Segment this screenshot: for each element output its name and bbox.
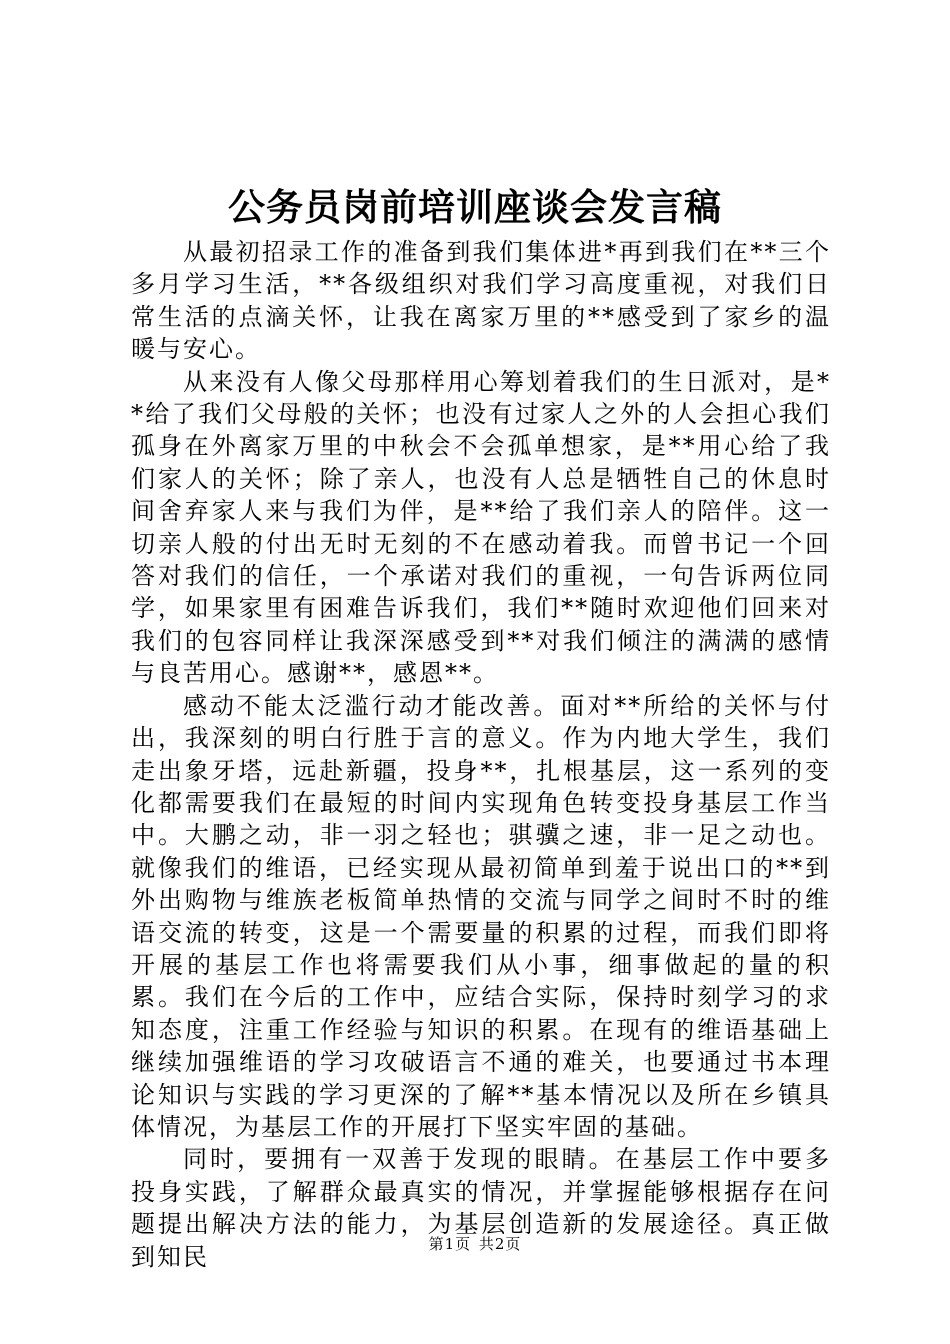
page-number: 第1页 [428,1235,472,1253]
document-body [131,236,831,1273]
paragraph: 同时，要拥有一双善于发现的眼睛。在基层工作中要多投身实践，了解群众最真实的情况，并掌握能够根据存在问题提出解决方法的能力，为基层创造新的发展途径。真正做到知民 [131,1145,831,1271]
paragraph: 从最初招录工作的准备到我们集体进*再到我们在**三个多月学习生活，**各级组织对我们学习高度重视，对我们日常生活的点滴关怀，让我在离家万里的**感受到了家乡的温暖与安心。 [131,238,831,364]
document-title: 公务员岗前培训座谈会发言稿 [228,186,722,229]
page-total: 共2页 [478,1235,522,1253]
paragraph: 感动不能太泛滥行动才能改善。面对**所给的关怀与付出，我深刻的明白行胜于言的意义。作为内地大学生，我们走出象牙塔，远赴新疆，投身**，扎根基层，这一系列的变化都需要我们在最短的时间内实现角色转变投身基层工作当中。大鹏之动，非一羽之轻也；骐骥之速，非一足之动也。就像我们的维语，已经实现从最初简单到羞于说出口的**到外出购物与维族老板简单热情的交流与同学之间时不时的维语交流的转变，这是一个需要量的积累的过程，而我们即将开展的基层工作也将需要我们从小事，细事做起的量的积累。我们在今后的工作中，应结合实际，保持时刻学习的求知态度，注重工作经验与知识的积累。在现有的维语基础上继续加强维语的学习攻破语言不通的难关，也要通过书本理论知识与实践的学习更深的了解**基本情况以及所在乡镇具体情况，为基层工作的开展打下坚实牢固的基础。 [131,691,831,1141]
paragraph: 从来没有人像父母那样用心筹划着我们的生日派对，是**给了我们父母般的关怀；也没有过家人之外的人会担心我们孤身在外离家万里的中秋会不会孤单想家，是**用心给了我们家人的关怀；除了亲人，也没有人总是牺牲自己的休息时间舍弃家人来与我们为伴，是**给了我们亲人的陪伴。这一切亲人般的付出无时无刻的不在感动着我。而曾书记一个回答对我们的信任，一个承诺对我们的重视，一句告诉两位同学，如果家里有困难告诉我们，我们**随时欢迎他们回来对我们的包容同样让我深深感受到**对我们倾注的满满的感情与良苦用心。感谢**，感恩**。 [131,367,831,688]
page-footer [0,1234,950,1254]
